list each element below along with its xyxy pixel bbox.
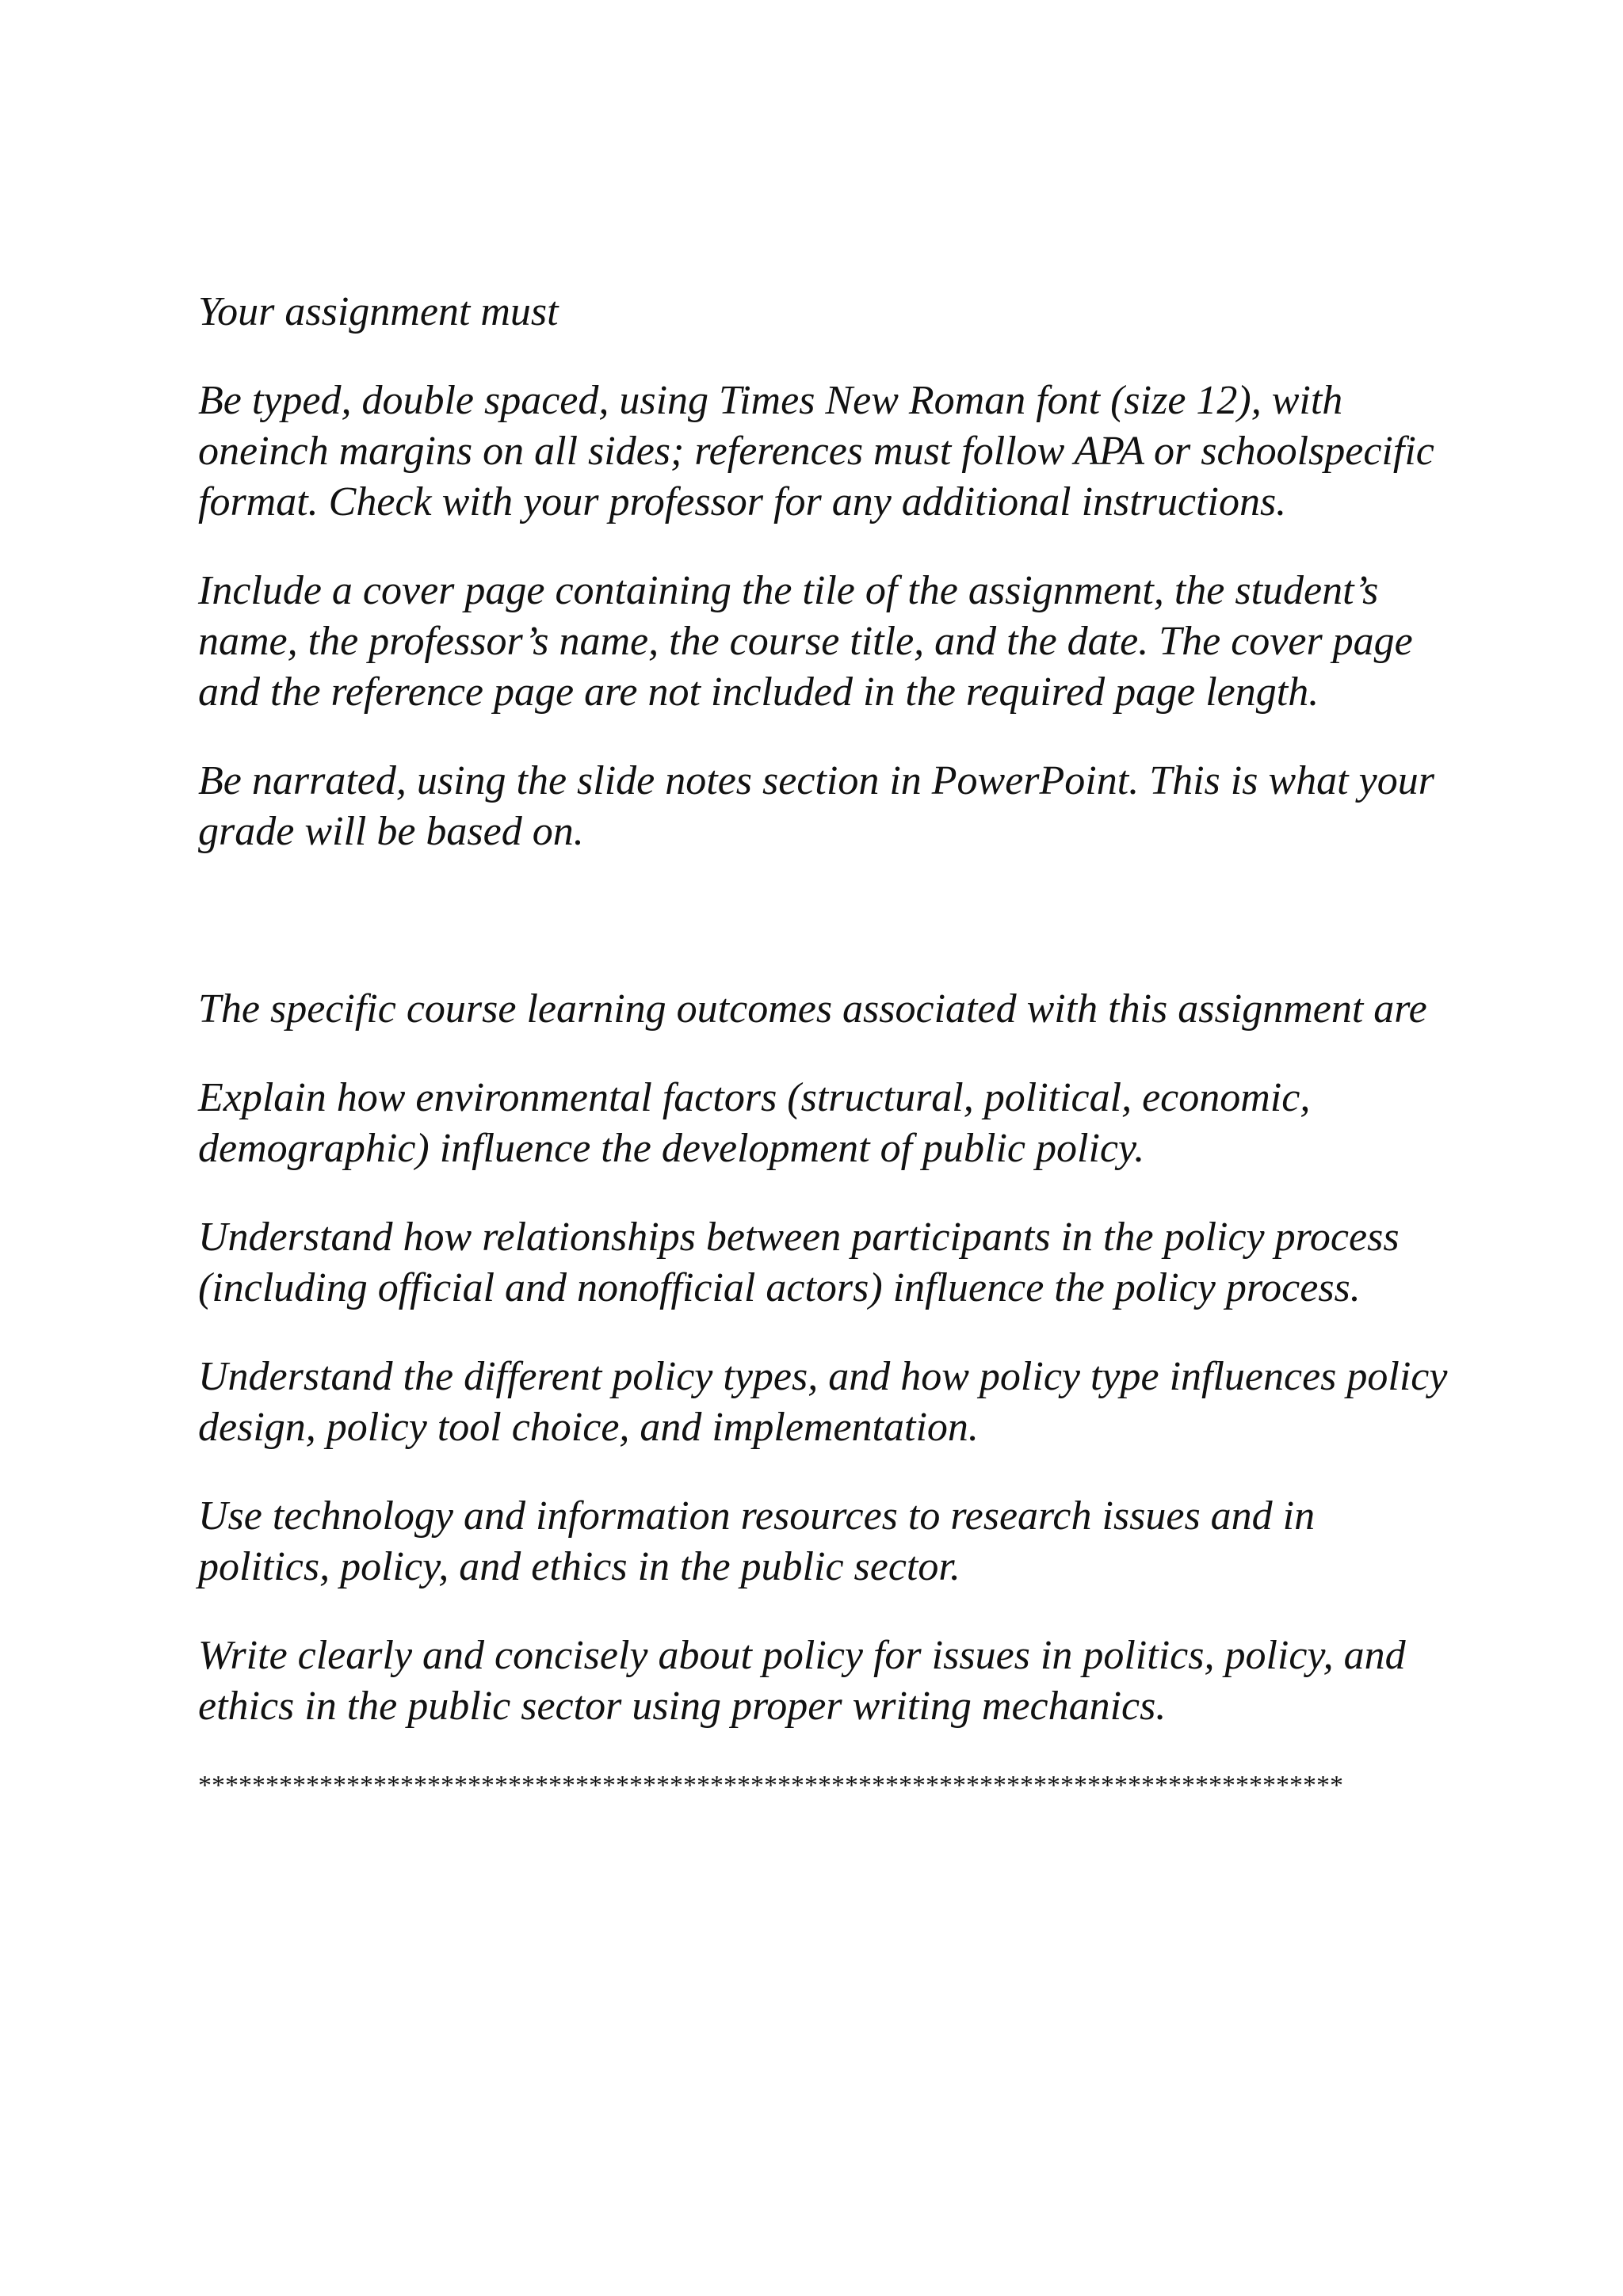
outcome-participants: Understand how relationships between participants in the policy process (including official and nonofficial actors) influence the policy process. [198, 1215, 1400, 1310]
outcome-policy-types: Understand the different policy types, and how policy type influences policy design, policy tool choice, and implementation. [198, 1354, 1448, 1450]
document-body [198, 287, 1450, 1802]
asterisk-separator: ************************************************************************************* [198, 1771, 1343, 1800]
outcomes-heading: The specific course learning outcomes associated with this assignment are [198, 986, 1427, 1032]
outcome-technology: Use technology and information resources to research issues and in politics, policy, and ethics in the public sector. [198, 1493, 1316, 1589]
outcome-environmental-factors: Explain how environmental factors (structural, political, economic, demographic) influence the development of public policy. [198, 1075, 1311, 1171]
requirements-heading: Your assignment must [198, 289, 559, 334]
requirement-cover-page: Include a cover page containing the tile of the assignment, the student’s name, the professor’s name, the course title, and the date. The cover page and the reference page are not included in the required page length. [198, 568, 1413, 715]
requirement-narration: Be narrated, using the slide notes section in PowerPoint. This is what your grade will be based on. [198, 758, 1434, 854]
requirement-formatting: Be typed, double spaced, using Times New Roman font (size 12), with oneinch margins on all sides; references must follow APA or schoolspecific format. Check with your professor for any additional instructions. [198, 378, 1434, 524]
section-spacer [198, 895, 1450, 984]
outcome-writing: Write clearly and concisely about policy for issues in politics, policy, and ethics in the public sector using proper writing mechanics. [198, 1633, 1406, 1729]
